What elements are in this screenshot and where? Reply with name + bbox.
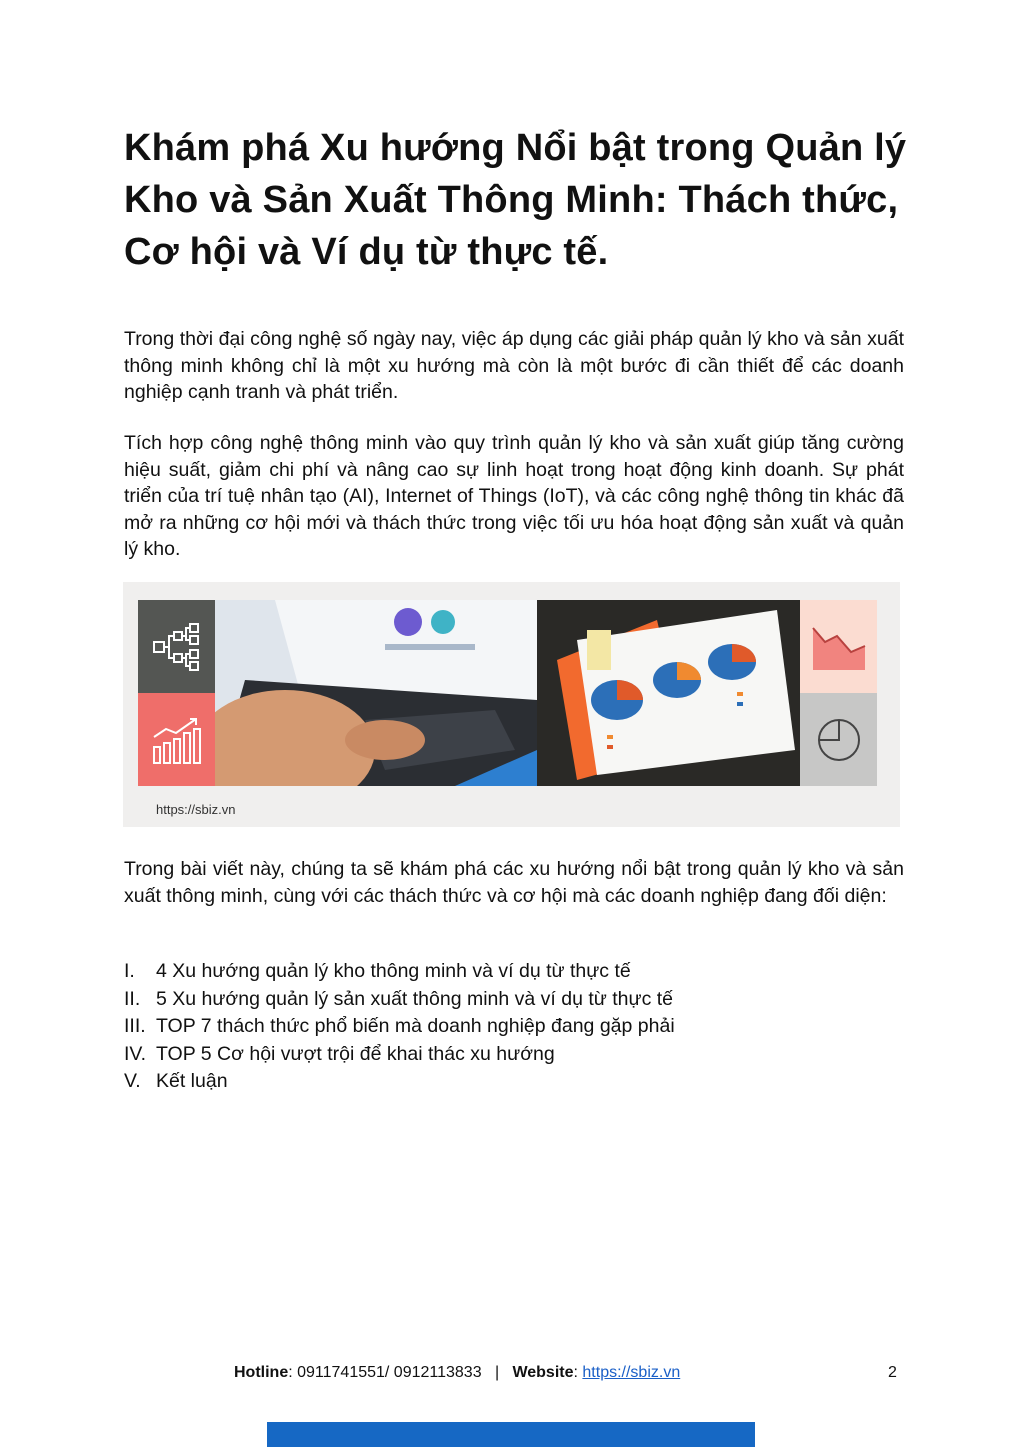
website-label: Website [512, 1364, 574, 1381]
footer-contact: Hotline: 0911741551/ 0912113833 | Website: https://sbiz.vn [234, 1364, 681, 1381]
growth-tile [138, 693, 215, 786]
flowchart-tile [138, 600, 215, 693]
banner-image [123, 582, 900, 827]
website-link[interactable]: https://sbiz.vn [582, 1364, 681, 1381]
toc-item: I. 4 Xu hướng quản lý kho thông minh và ví dụ từ thực tế [124, 960, 631, 982]
intro-paragraph-1: Trong thời đại công nghệ số ngày nay, việc áp dụng các giải pháp quản lý kho và sản xuất thông minh không chỉ là một xu hướng mà còn là một bước đi cần thiết để các doanh nghiệp cạnh tranh và phát triển. [124, 328, 904, 403]
page-footer [0, 1364, 1023, 1386]
pie-chart-icon [814, 715, 864, 765]
pie-chart-tile [800, 693, 877, 786]
footer-separator: | [494, 1364, 500, 1381]
area-chart-tile [800, 600, 877, 693]
toc-item: II. 5 Xu hướng quản lý sản xuất thông minh và ví dụ từ thực tế [124, 987, 673, 1010]
page-number: 2 [888, 1364, 897, 1381]
growth-chart-icon [150, 715, 204, 765]
intro-paragraph-3: Trong bài viết này, chúng ta sẽ khám phá các xu hướng nổi bật trong quản lý kho và sản xuất thông minh, cùng với các thách thức và cơ hội mà các doanh nghiệp đang đối diện: [124, 858, 904, 907]
toc-item: IV. TOP 5 Cơ hội vượt trội để khai thác xu hướng [124, 1042, 555, 1065]
banner-url: https://sbiz.vn [156, 802, 236, 817]
page-title: Khám phá Xu hướng Nổi bật trong Quản lý Kho và Sản Xuất Thông Minh: Thách thức, Cơ hội và Ví dụ từ thực tế. [124, 127, 907, 273]
flowchart-icon [152, 622, 202, 672]
footer-bar [267, 1422, 755, 1447]
laptop-photo [215, 600, 537, 786]
toc-item: III. TOP 7 thách thức phổ biến mà doanh nghiệp đang gặp phải [124, 1015, 675, 1037]
intro-paragraph-2: Tích hợp công nghệ thông minh vào quy trình quản lý kho và sản xuất giúp tăng cường hiệu suất, giảm chi phí và nâng cao sự linh hoạt trong hoạt động kinh doanh. Sự phát triển của trí tuệ nhân tạo (AI), Internet of Things (IoT), và các công nghệ thông tin khác đã mở ra những cơ hội mới và thách thức trong việc tối ưu hóa hoạt động sản xuất và quản lý kho. [124, 432, 904, 560]
toc-item: V. Kết luận [124, 1070, 228, 1092]
charts-paper-photo [537, 600, 800, 786]
hotline-label: Hotline [234, 1364, 289, 1381]
hotline-numbers: : 0911741551/ 0912113833 [288, 1364, 482, 1381]
table-of-contents [124, 958, 675, 1096]
area-chart-icon [811, 622, 867, 672]
